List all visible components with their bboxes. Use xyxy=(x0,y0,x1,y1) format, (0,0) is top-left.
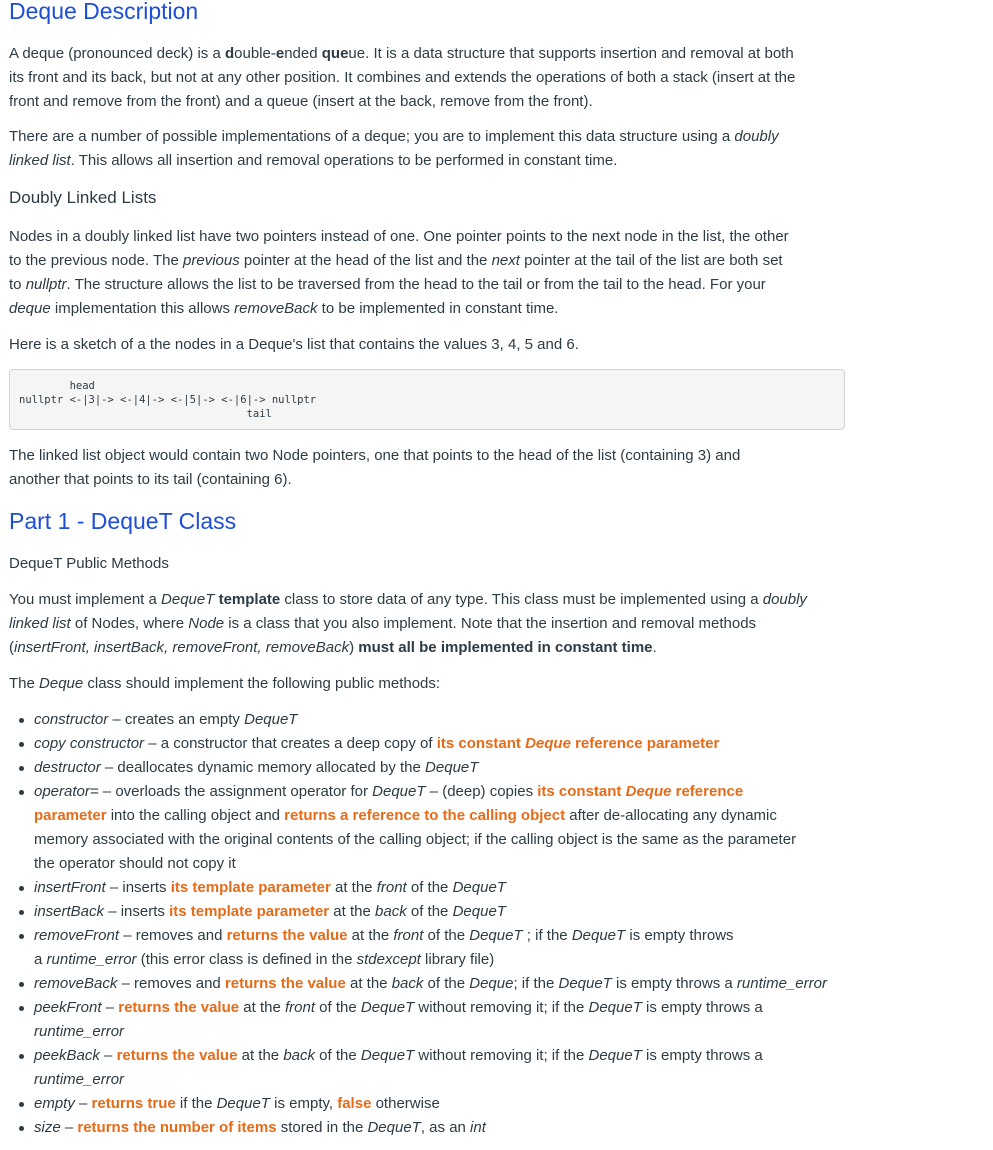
dll-paragraph-line-2: to the previous node. The previous pointer at the head of the list and the next pointer at the tail of the list are both set xyxy=(9,252,783,269)
intro-paragraph-line: its front and its back, but not at any other position. It combines and extends the operations of both a stack (insert at the xyxy=(9,69,796,86)
method-item-insertfront: insertFront – inserts its template parameter at the front of the DequeT xyxy=(34,879,506,896)
part1-paragraph-line-2: linked list of Nodes, where Node is a class that you also implement. Note that the insertion and removal methods xyxy=(9,615,757,632)
method-name: size xyxy=(34,1119,61,1136)
bullet-icon xyxy=(19,1006,24,1011)
dll-paragraph-line-4: deque implementation this allows removeBack to be implemented in constant time. xyxy=(9,300,559,317)
method-name: peekBack xyxy=(34,1047,100,1064)
method-item-operator-: operator= – overloads the assignment operator for DequeT – (deep) copies its constant Deque reference xyxy=(34,783,744,800)
intro-paragraph-line: front and remove from the front) and a queue (insert at the back, remove from the front). xyxy=(9,93,593,110)
dll-sketch-intro: Here is a sketch of a the nodes in a Deque's list that contains the values 3, 4, 5 and 6. xyxy=(9,336,579,353)
dll-paragraph-line-1: Nodes in a doubly linked list have two pointers instead of one. One pointer points to the next node in the list, the other xyxy=(9,228,789,245)
bullet-icon xyxy=(19,886,24,891)
dll-paragraph-line-3: to nullptr. The structure allows the list to be traversed from the head to the tail or from the tail to the head. For your xyxy=(9,276,766,293)
dll-pointer-text-line-1: The linked list object would contain two Node pointers, one that points to the head of the list (containing 3) and xyxy=(9,447,741,464)
part1-methods-intro: The Deque class should implement the following public methods: xyxy=(9,675,441,692)
page-title: Deque Description xyxy=(9,0,199,24)
part1-paragraph-line-3: (insertFront, insertBack, removeFront, removeBack) must all be implemented in constant time. xyxy=(9,639,657,656)
method-item-constructor: constructor – creates an empty DequeT xyxy=(34,711,298,728)
method-item-operator-: parameter into the calling object and returns a reference to the calling object after de-allocating any dynamic xyxy=(34,807,777,824)
section-heading-dll: Doubly Linked Lists xyxy=(9,188,157,207)
method-item-copy-constructor: copy constructor – a constructor that creates a deep copy of its constant Deque reference parameter xyxy=(34,735,720,752)
bullet-icon xyxy=(19,790,24,795)
method-item-removefront: removeFront – removes and returns the value at the front of the DequeT ; if the DequeT is empty throws xyxy=(34,927,734,944)
bullet-icon xyxy=(19,1102,24,1107)
section-heading-part1: Part 1 - DequeT Class xyxy=(9,508,237,534)
method-item-insertback: insertBack – inserts its template parameter at the back of the DequeT xyxy=(34,903,506,920)
method-name: constructor xyxy=(34,711,109,728)
bullet-icon xyxy=(19,1126,24,1131)
bullet-icon xyxy=(19,718,24,723)
method-item-size: size – returns the number of items stored in the DequeT, as an int xyxy=(34,1119,486,1136)
method-name: operator= xyxy=(34,783,99,800)
method-name: removeFront xyxy=(34,927,120,944)
intro-paragraph-line: A deque (pronounced deck) is a double-ended queue. It is a data structure that supports insertion and removal at both xyxy=(9,45,794,62)
method-name: insertFront xyxy=(34,879,106,896)
subheading-public-methods: DequeT Public Methods xyxy=(9,555,169,572)
method-name: empty xyxy=(34,1095,75,1112)
bullet-icon xyxy=(19,934,24,939)
bullet-icon xyxy=(19,766,24,771)
method-name: insertBack xyxy=(34,903,105,920)
bullet-icon xyxy=(19,982,24,987)
intro-paragraph-2-line-1: There are a number of possible implementations of a deque; you are to implement this data structure using a doubly xyxy=(9,128,779,145)
method-item-peekfront: runtime_error xyxy=(34,1023,125,1040)
bullet-icon xyxy=(19,910,24,915)
method-name: destructor xyxy=(34,759,101,776)
intro-paragraph-2-line-2: linked list. This allows all insertion and removal operations to be performed in constant time. xyxy=(9,152,618,169)
code-block xyxy=(9,369,845,430)
method-name: peekFront xyxy=(34,999,102,1016)
method-item-peekback: peekBack – returns the value at the back of the DequeT without removing it; if the DequeT is empty throws a xyxy=(34,1047,763,1064)
bullet-icon xyxy=(19,1054,24,1059)
method-item-empty: empty – returns true if the DequeT is empty, false otherwise xyxy=(34,1095,440,1112)
code-sketch: head nullptr <-|3|-> <-|4|-> <-|5|-> <-|6|-> nullptr tail xyxy=(19,380,317,420)
method-item-removefront: a runtime_error (this error class is defined in the stdexcept library file) xyxy=(34,951,495,968)
dll-pointer-text-line-2: another that points to its tail (containing 6). xyxy=(9,471,292,488)
method-item-peekfront: peekFront – returns the value at the front of the DequeT without removing it; if the DequeT is empty throws a xyxy=(34,999,763,1016)
part1-paragraph-line-1: You must implement a DequeT template class to store data of any type. This class must be implemented using a doubly xyxy=(9,591,807,608)
method-name: copy constructor xyxy=(34,735,145,752)
method-name: removeBack xyxy=(34,975,118,992)
method-item-peekback: runtime_error xyxy=(34,1071,125,1088)
method-item-operator-: memory associated with the original contents of the calling object; if the calling object is the same as the parameter xyxy=(34,831,797,848)
method-item-operator-: the operator should not copy it xyxy=(34,855,236,872)
method-item-destructor: destructor – deallocates dynamic memory allocated by the DequeT xyxy=(34,759,479,776)
method-item-removeback: removeBack – removes and returns the value at the back of the Deque; if the DequeT is empty throws a runtime_error xyxy=(34,975,827,992)
bullet-icon xyxy=(19,742,24,747)
